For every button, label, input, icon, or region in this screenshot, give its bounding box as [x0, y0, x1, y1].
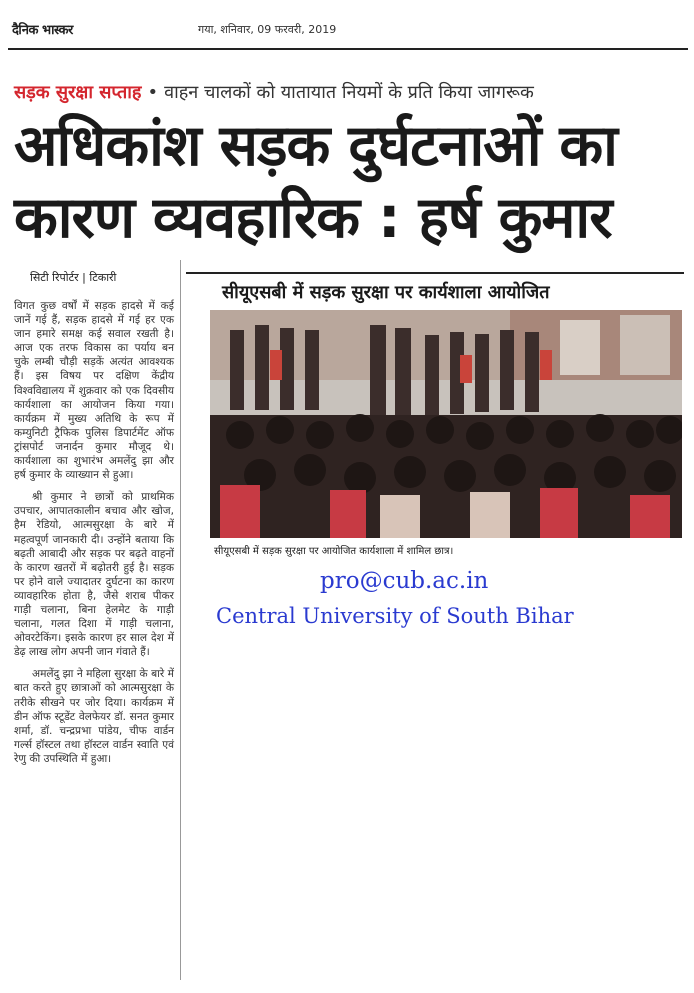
body-paragraph-3: अमलेंदु झा ने महिला सुरक्षा के बारे में बात करते हुए छात्राओं को आत्मसुरक्षा के तरीके सीखने पर जोर दिया। कार्यक्रम में डीन ऑफ स्टूडेंट वेलफेयर डॉ. सनत कुमार शर्मा, डॉ. चन्द्रप्रभा पांडेय, चीफ वार्डन गर्ल्स हॉस्टल तथा हॉस्टल वार्डन स्वाति एवं रेणु की उपस्थिति में हुआ।: [14, 668, 174, 765]
body-paragraph-2: श्री कुमार ने छात्रों को प्राथमिक उपचार, आपातकालीन बचाव और खोज, हैम रेडियो, आत्मसुरक्षा के बारे में महत्वपूर्ण जानकारी दी। उन्होंने बताया कि बढ़ती आबादी और सड़क पर बढ़ते वाहनों के कारण खतरों में बढ़ोतरी हुई है। सड़क पर होने वाले ज्यादातर दुर्घटना का कारण व्यावहारिक होता है, जैसे शराब पीकर गाड़ी चलाना, बिना हेलमेट के गाड़ी चलाना, गलत दिशा में गाड़ी चलाना, ओवरटेकिंग। इसके कारण हर साल देश में डेढ़ लाख लोग अपनी जान गंवाते हैं।: [14, 491, 174, 659]
stamp-email: pro@cub.ac.in: [320, 568, 489, 594]
kicker-text: वाहन चालकों को यातायात नियमों के प्रति किया जागरूक: [164, 82, 534, 103]
photo-caption: सीयूएसबी में सड़क सुरक्षा पर आयोजित कार्यशाला में शामिल छात्र।: [214, 546, 454, 557]
masthead: [8, 6, 688, 42]
newspaper-logo: दैनिक भास्कर: [12, 23, 73, 38]
subhead: सीयूएसबी में सड़क सुरक्षा पर कार्यशाला आयोजित: [222, 282, 550, 303]
stamp-university: Central University of South Bihar: [216, 604, 574, 628]
photo-illustration: [210, 310, 682, 538]
masthead-rule: [8, 48, 688, 50]
kicker-separator: •: [147, 82, 159, 103]
kicker-label: सड़क सुरक्षा सप्ताह: [14, 82, 142, 103]
column-divider: [180, 260, 181, 980]
dateline: गया, शनिवार, 09 फरवरी, 2019: [198, 23, 337, 36]
workshop-photo: [210, 310, 682, 538]
headline-line-1: अधिकांश सड़क दुर्घटनाओं का: [14, 113, 617, 179]
body-paragraph-1: विगत कुछ वर्षों में सड़क हादसे में कई जानें गई हैं, सड़क हादसे में गई हर एक जान हमारे समक्ष कई सवाल रखती है। आज एक तरफ विकास का पर्याय बन चुके लम्बी चौड़ी सड़कें अत्यंत आवश्यक हैं। इस विषय पर दक्षिण केंद्रीय विश्वविद्यालय में शुक्रवार को एक दिवसीय कार्यशाला का आयोजन किया गया। कार्यक्रम में मुख्य अतिथि के रूप में कम्युनिटी ट्रैफिक पुलिस डिपार्टमेंट ऑफ ट्रांसपोर्ट जनार्दन कुमार मौजूद थे। कार्यशाला का शुभारंभ अमलेंदु झा और हर्ष कुमार के व्याख्यान से हुआ।: [14, 300, 174, 482]
headline-line-2: कारण व्यवहारिक : हर्ष कुमार: [14, 185, 612, 251]
byline: सिटी रिपोर्टर | टिकारी: [30, 271, 117, 284]
article-body: [14, 299, 174, 774]
kicker: [14, 80, 534, 104]
headline: [14, 110, 686, 254]
